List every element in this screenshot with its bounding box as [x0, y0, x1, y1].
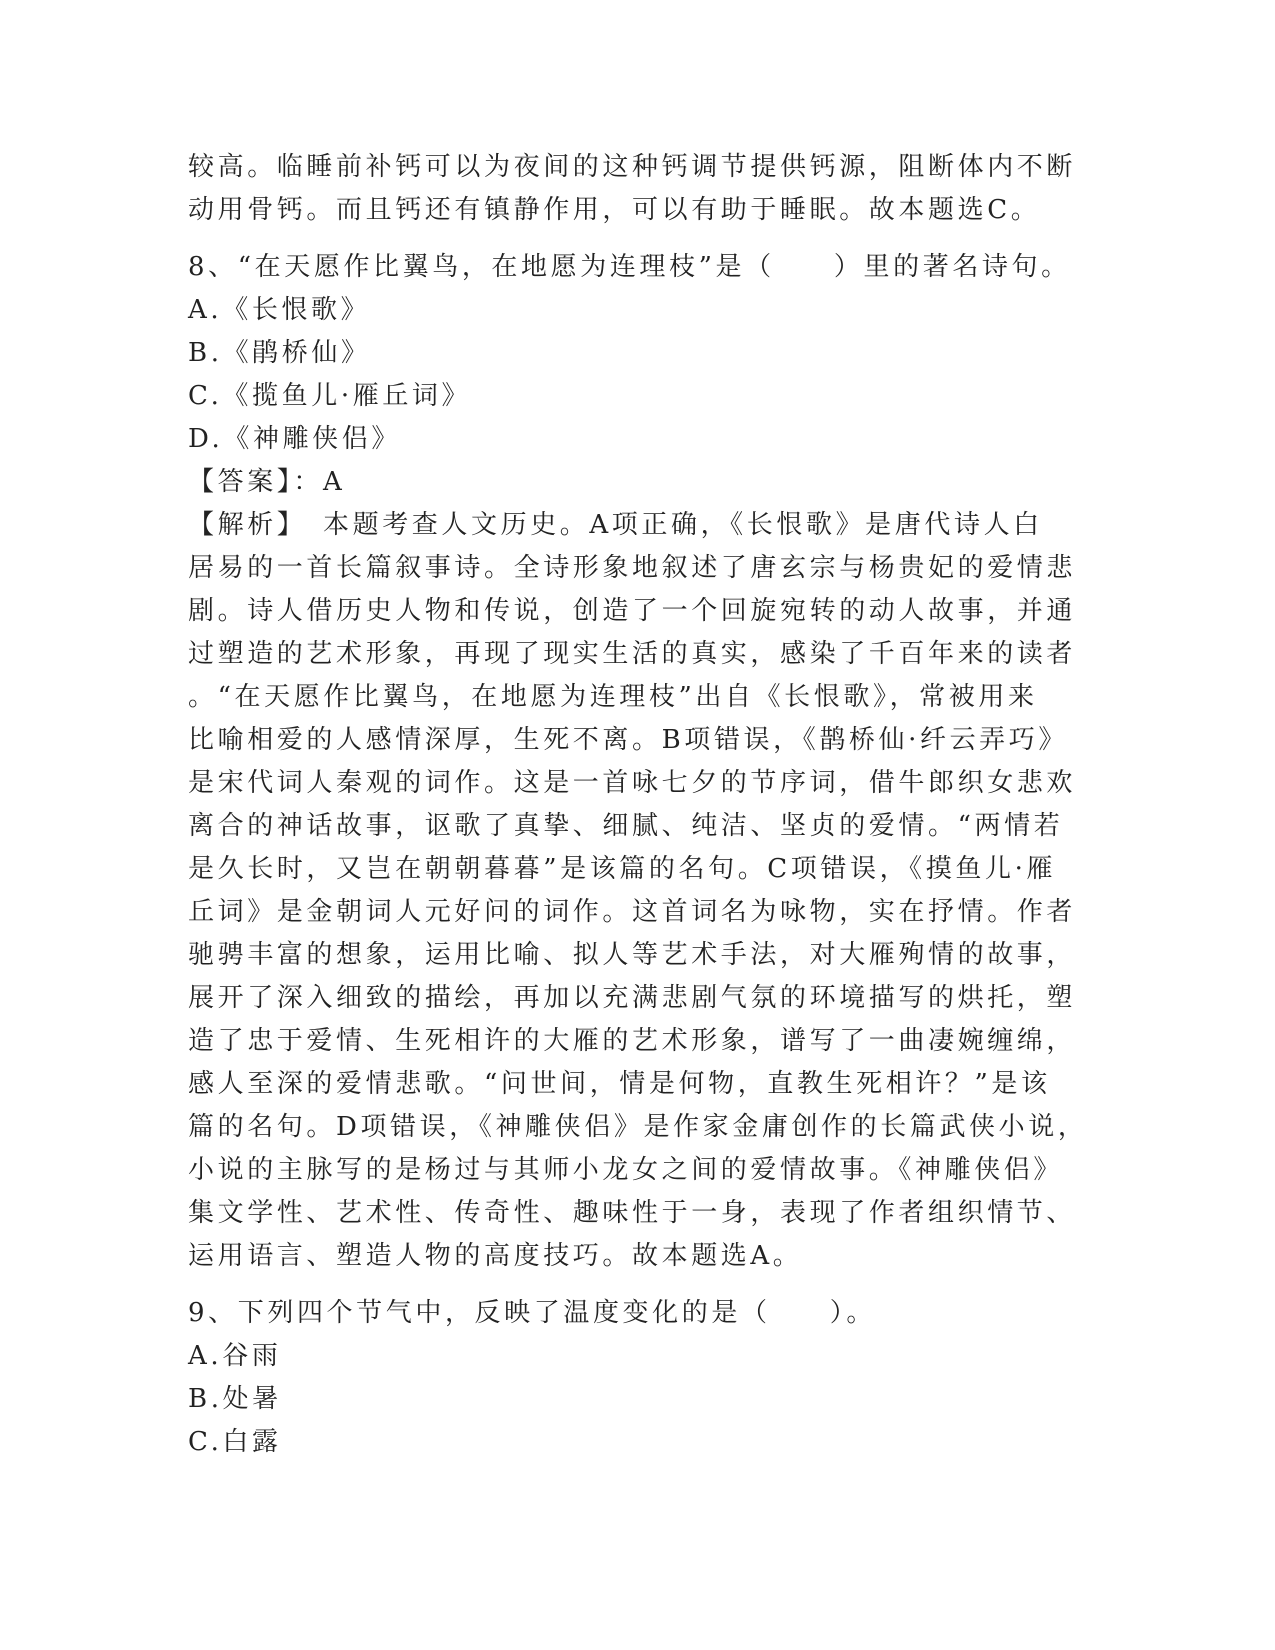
document-content [188, 146, 1088, 1464]
analysis-line: 造了忠于爱情、生死相许的大雁的艺术形象，谱写了一曲凄婉缠绵， [188, 1026, 1077, 1056]
analysis-line: 剧。诗人借历史人物和传说，创造了一个回旋宛转的动人故事，并通 [188, 596, 1077, 626]
option-b: B.《鹃桥仙》 [188, 338, 371, 368]
analysis-line: 感人至深的爱情悲歌。“问世间，情是何物，直教生死相许？”是该 [188, 1069, 1051, 1099]
question-text: 8、“在天愿作比翼鸟，在地愿为连理枝”是（ ）里的著名诗句。 [188, 252, 1071, 282]
analysis-line: 运用语言、塑造人物的高度技巧。故本题选A。 [188, 1241, 803, 1271]
analysis-line: 居易的一首长篇叙事诗。全诗形象地叙述了唐玄宗与杨贵妃的爱情悲 [188, 553, 1077, 583]
analysis-line: 篇的名句。D项错误，《神雕侠侣》是作家金庸创作的长篇武侠小说， [188, 1112, 1088, 1142]
option-b: B.处暑 [188, 1384, 282, 1414]
analysis-line: 比喻相爱的人感情深厚，生死不离。B项错误，《鹊桥仙·纤云弄巧》 [188, 725, 1068, 755]
analysis-block [188, 504, 1088, 1278]
question-8 [188, 246, 1088, 1278]
analysis-line: 【解析】 本题考查人文历史。A项正确，《长恨歌》是唐代诗人白 [188, 510, 1043, 540]
question-9 [188, 1292, 1068, 1464]
analysis-line: 是宋代词人秦观的词作。这是一首咏七夕的节序词，借牛郎织女悲欢 [188, 768, 1077, 798]
option-c: C.《揽鱼儿·雁丘词》 [188, 381, 472, 411]
paragraph-line: 较高。临睡前补钙可以为夜间的这种钙调节提供钙源，阻断体内不断 [188, 152, 1077, 182]
option-a: A.《长恨歌》 [188, 295, 371, 325]
analysis-line: 。“在天愿作比翼鸟，在地愿为连理枝”出自《长恨歌》，常被用来 [188, 682, 1038, 712]
question-text: 9、下列四个节气中，反映了温度变化的是（ ）。 [188, 1298, 876, 1328]
analysis-line: 过塑造的艺术形象，再现了现实生活的真实，感染了千百年来的读者 [188, 639, 1077, 669]
analysis-line: 展开了深入细致的描绘，再加以充满悲剧气氛的环境描写的烘托，塑 [188, 983, 1077, 1013]
analysis-line: 小说的主脉写的是杨过与其师小龙女之间的爱情故事。《神雕侠侣》 [188, 1155, 1064, 1185]
q7-explanation-tail [188, 146, 1077, 232]
option-c: C.白露 [188, 1427, 282, 1457]
option-a: A.谷雨 [188, 1341, 282, 1371]
analysis-line: 驰骋丰富的想象，运用比喻、拟人等艺术手法，对大雁殉情的故事， [188, 940, 1077, 970]
option-d: D.《神雕侠侣》 [188, 424, 401, 454]
answer-text: 【答案】：A [188, 467, 346, 497]
paragraph-line: 动用骨钙。而且钙还有镇静作用，可以有助于睡眠。故本题选C。 [188, 195, 1041, 225]
analysis-line: 丘词》是金朝词人元好问的词作。这首词名为咏物，实在抒情。作者 [188, 897, 1077, 927]
analysis-line: 是久长时，又岂在朝朝暮暮”是该篇的名句。C项错误，《摸鱼儿·雁 [188, 854, 1057, 884]
analysis-line: 集文学性、艺术性、传奇性、趣味性于一身，表现了作者组织情节、 [188, 1198, 1077, 1228]
analysis-line: 离合的神话故事，讴歌了真挚、细腻、纯洁、坚贞的爱情。“两情若 [188, 811, 1064, 841]
